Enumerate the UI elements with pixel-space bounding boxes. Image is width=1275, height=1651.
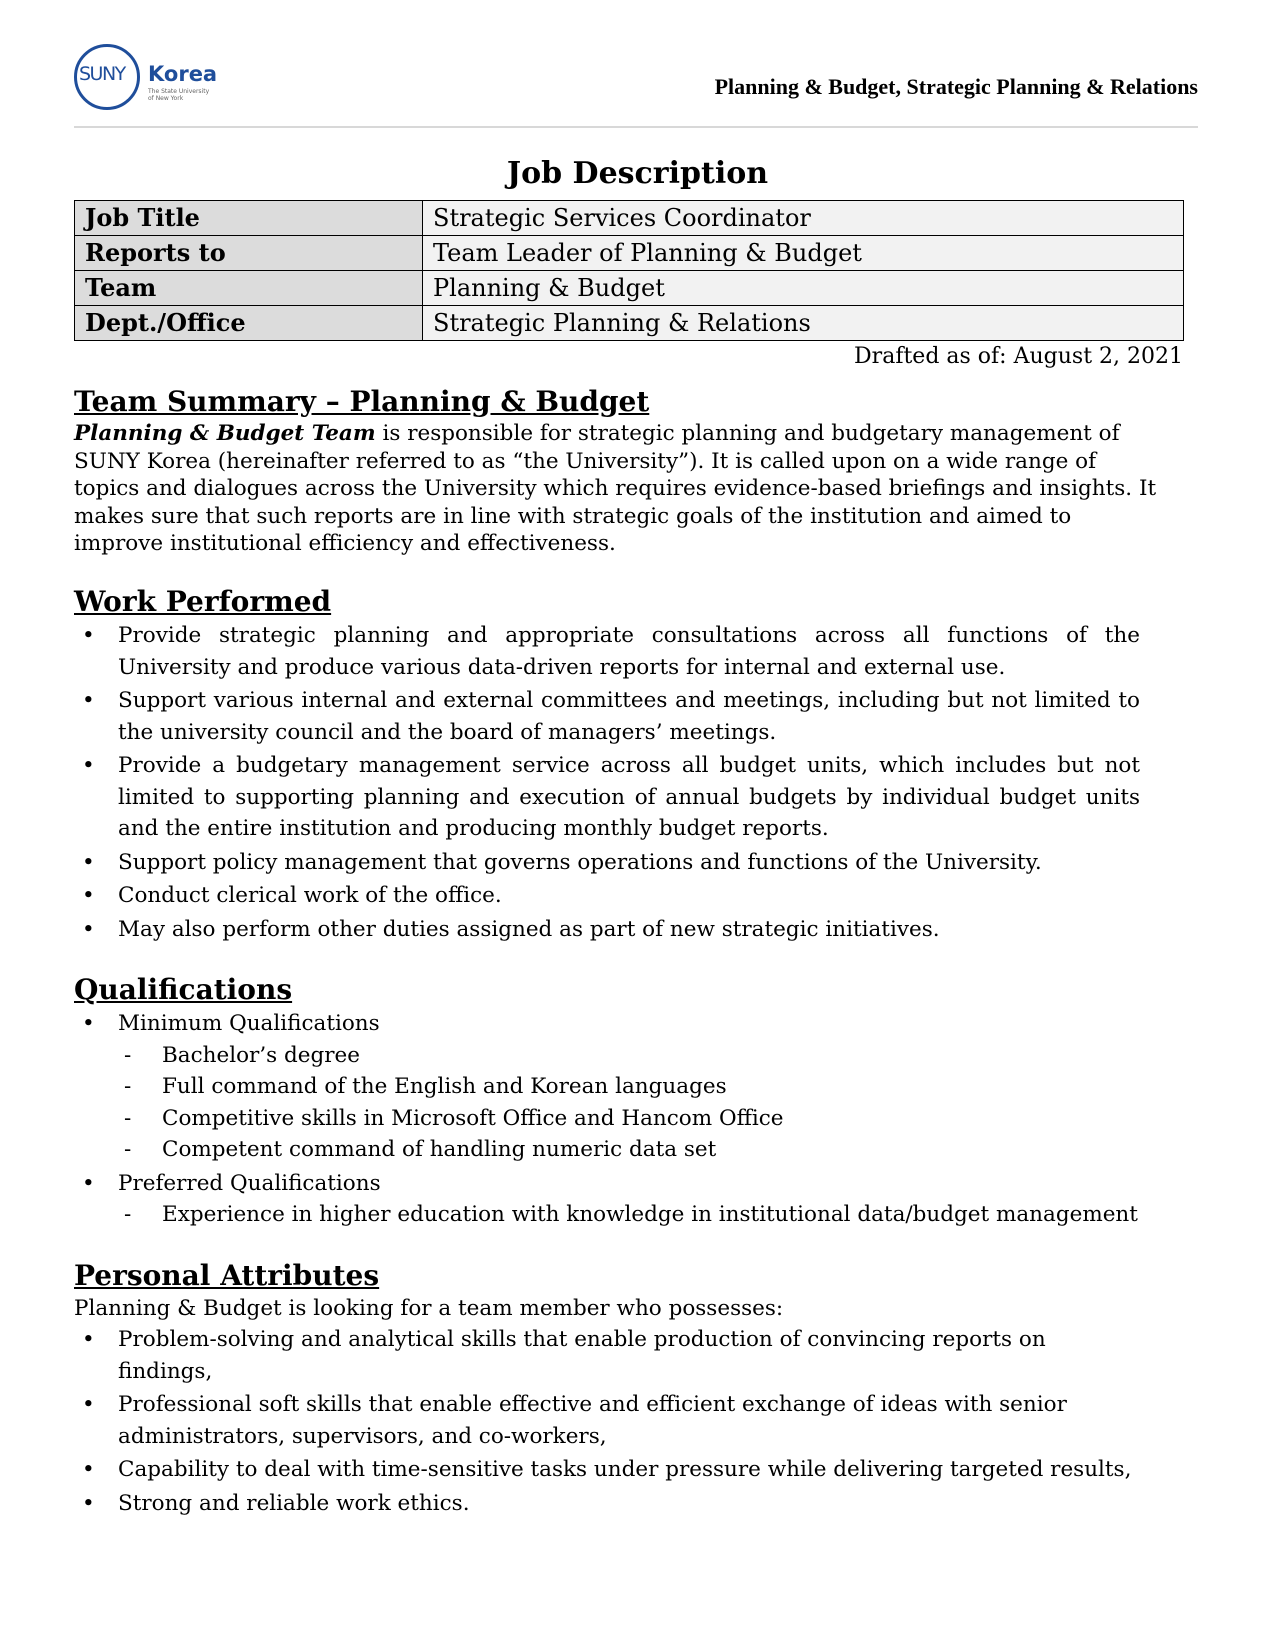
list-item: • Capability to deal with time-sensitive tasks under pressure while delivering targeted results,	[74, 1454, 1140, 1486]
team-summary-text: is responsible for strategic planning and budgetary management of SUNY Korea (hereinafter referred to as “the University”). It is called upon on a wide range of topics and dialogues across the University which requires evidence-based briefings and insights. It makes sure that such reports are in line with strategic goals of the institution and aimed to improve institutional efficiency and effectiveness.	[74, 421, 1157, 556]
qualifications-list	[74, 1008, 1140, 1231]
info-value: Strategic Planning & Relations	[423, 306, 1184, 341]
list-item: • Support policy management that governs operations and functions of the University.	[74, 847, 1140, 879]
preferred-qualifications-label: Preferred Qualifications	[118, 1170, 381, 1196]
table-row	[75, 306, 1184, 341]
logo-subtitle-line-2: of New York	[148, 95, 184, 102]
list-item: • Support various internal and external committees and meetings, including but not limited to the university council and the board of managers’ meetings.	[74, 685, 1140, 748]
logo-suny-text: SUNY	[79, 63, 125, 85]
info-value: Team Leader of Planning & Budget	[423, 236, 1184, 271]
list-item: • May also perform other duties assigned as part of new strategic initiatives.	[74, 914, 1140, 946]
list-item: • Provide a budgetary management service across all budget units, which includes but not limited to supporting planning and execution of annual budgets by individual budget units and the entire institution and producing monthly budget reports.	[74, 750, 1140, 845]
list-item: - Bachelor’s degree	[118, 1040, 1140, 1072]
job-info-table	[74, 200, 1184, 341]
info-key: Job Title	[75, 201, 423, 236]
list-item	[74, 1168, 1140, 1231]
list-item: • Problem-solving and analytical skills that enable production of convincing reports on findings,	[74, 1324, 1140, 1387]
personal-attributes-list	[74, 1324, 1140, 1519]
info-key: Team	[75, 271, 423, 306]
list-item: - Competitive skills in Microsoft Office and Hancom Office	[118, 1103, 1140, 1135]
personal-attributes-heading: Personal Attributes	[74, 1259, 380, 1292]
list-item: • Professional soft skills that enable effective and efficient exchange of ideas with senior administrators, supervisors, and co-workers,	[74, 1389, 1140, 1452]
logo-subtitle-line-1: The State University	[148, 88, 210, 95]
list-item: • Conduct clerical work of the office.	[74, 880, 1140, 912]
work-performed-list	[74, 620, 1140, 945]
qualifications-heading: Qualifications	[74, 973, 293, 1006]
header-department: Planning & Budget, Strategic Planning & Relations	[714, 74, 1198, 99]
work-performed-section	[74, 584, 1140, 947]
table-row	[75, 236, 1184, 271]
info-key: Reports to	[75, 236, 423, 271]
info-value: Planning & Budget	[423, 271, 1184, 306]
header-divider	[74, 126, 1198, 128]
info-key: Dept./Office	[75, 306, 423, 341]
work-performed-heading: Work Performed	[74, 585, 332, 618]
team-summary-paragraph	[74, 420, 1164, 558]
list-item: - Competent command of handling numeric data set	[118, 1134, 1140, 1166]
info-value: Strategic Services Coordinator	[423, 201, 1184, 236]
personal-attributes-intro: Planning & Budget is looking for a team member who possesses:	[74, 1296, 784, 1321]
preferred-qualifications-list	[118, 1199, 1140, 1231]
drafted-date: Drafted as of: August 2, 2021	[854, 344, 1183, 369]
list-item	[74, 1008, 1140, 1166]
list-item: - Experience in higher education with knowledge in institutional data/budget management	[118, 1199, 1140, 1231]
logo-korea-text: Korea	[148, 62, 218, 86]
logo-subtitle	[148, 88, 218, 102]
minimum-qualifications-list	[118, 1040, 1140, 1166]
team-summary-lead: Planning & Budget Team	[74, 421, 376, 446]
personal-attributes-section	[74, 1258, 1140, 1521]
suny-korea-logo	[74, 44, 244, 114]
document-title: Job Description	[506, 156, 769, 191]
qualifications-section	[74, 972, 1140, 1233]
team-summary-section	[74, 384, 1164, 558]
list-item: • Strong and reliable work ethics.	[74, 1488, 1140, 1520]
table-row	[75, 201, 1184, 236]
minimum-qualifications-label: Minimum Qualifications	[118, 1011, 380, 1036]
list-item: - Full command of the English and Korean languages	[118, 1071, 1140, 1103]
list-item: • Provide strategic planning and appropriate consultations across all functions of the University and produce various data-driven reports for internal and external use.	[74, 620, 1140, 683]
team-summary-heading: Team Summary – Planning & Budget	[74, 385, 650, 418]
table-row	[75, 271, 1184, 306]
